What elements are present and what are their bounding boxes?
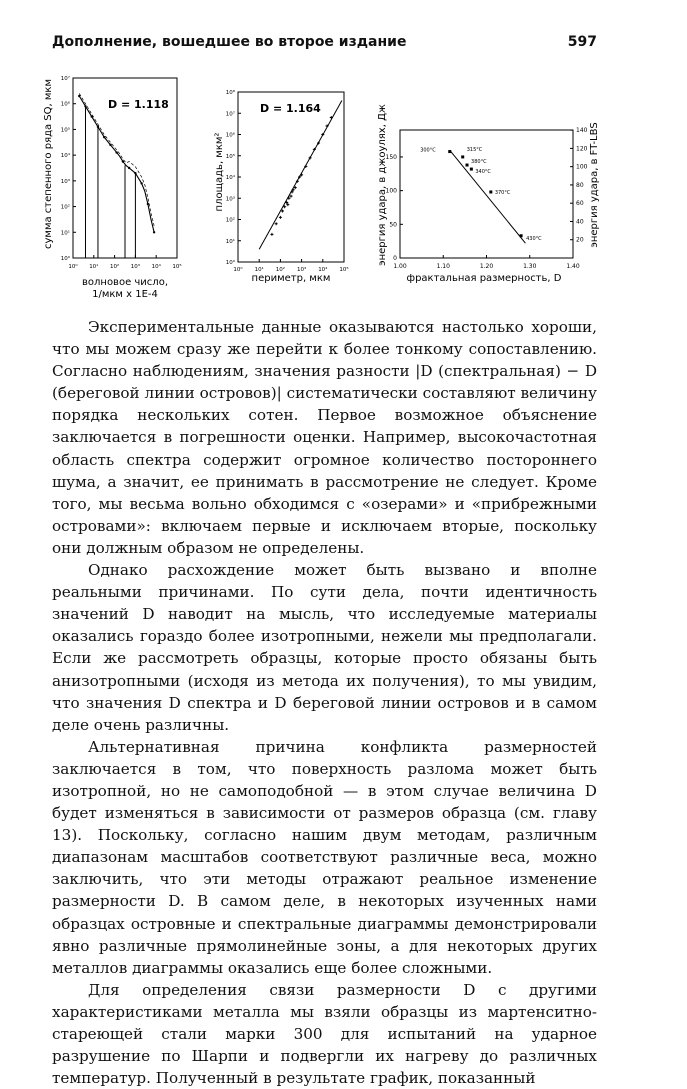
chart-area-perimeter [214,89,349,284]
chart3-point-label: 380°C [471,159,487,166]
chart1-point [109,144,111,146]
chart1-point [134,172,136,174]
chart2-ytick-label: 10⁰ [225,260,235,266]
chart1-xtick-label: 10³ [130,264,141,270]
chart2-ytick-label: 10² [225,217,235,224]
chart3-ylabel: энергия удара, в джоулях, Дж [377,104,388,266]
chart2-ytick-label: 10⁵ [225,153,235,160]
chart1-point [91,115,93,117]
body-text [52,316,597,1089]
chart3-xtick-label: 1.00 [393,263,407,270]
chart1-ytick-label: 10⁰ [60,256,70,262]
chart1-annotation: D = 1.118 [108,98,169,111]
chart2-xtick-label: 10⁰ [233,267,243,273]
chart1-point [128,167,130,169]
chart2-xlabel: периметр, мкм [251,273,331,284]
paragraph-2: Однако расхождение может быть вызвано и вполне реальными причинами. По сути дела, почти идентичность значений D наводит на мысль, что исследуемые материалы оказались гораздо более изотропными, нежели мы предполагали. Если же рассмотреть образцы, которые просто обязаны быть анизотропными (исходя из метода их получения), то мы увидим, что значения D спектра и D береговой линии островов и в самом деле очень различны. [52,561,597,734]
chart2-point [279,216,282,219]
chart2-annotation: D = 1.164 [260,102,321,115]
chart1-point [84,105,86,107]
chart1-point [153,231,155,233]
chart1-xtick-label: 10⁵ [172,264,182,270]
chart2-frame [238,92,344,262]
chart2-xtick-label: 10¹ [254,267,264,273]
chart3-point [461,155,464,158]
chart3-point [470,168,473,171]
running-title: Дополнение, вошедшее во второе издание [52,34,407,50]
paragraph-1: Экспериментальные данные оказываются настолько хороши, что мы можем сразу же перейти к более тонкому сопоставлению. Согласно наблюдениям, значения разности |D (спектральная) − D (береговой линии островов)| систематически составляют величину порядка нескольких сотен. Первое возможное объяснение заключается в погрешности оценки. Например, высокочастотная область спектра содержит огромное количество постороннего шума, а значит, ее принимать в рассмотрение не следует. Кроме того, мы весьма вольно обходимся с «озерами» и «прибрежными островами»: включаем первые и исключаем вторые, поскольку они должным образом не определены. [52,318,597,557]
chart2-ytick-label: 10⁶ [225,132,235,139]
chart2-ylabel: площадь, мкм² [214,132,225,212]
chart2-xtick-label: 10² [275,267,286,273]
page-number: 597 [567,34,597,50]
chart3-ytick-label: 0 [393,255,397,262]
chart-power-spectrum [43,75,182,300]
chart1-point [147,203,149,205]
chart2-ytick-label: 10⁸ [225,90,235,96]
chart1-point [103,136,105,138]
chart1-ytick-label: 10¹ [60,230,70,237]
chart3-ytick-label: 150 [385,153,397,161]
chart3-point [448,150,451,153]
chart2-ytick-label: 10¹ [225,238,235,245]
chart3-xtick-label: 1.40 [566,263,580,270]
chart1-fit-line [79,93,154,225]
chart1-point [115,151,117,153]
chart3-point [520,234,523,237]
chart3-y2tick-label: 40 [576,218,584,226]
chart1-ytick-label: 10² [60,204,70,211]
chart3-xlabel: фрактальная размерность, D [406,273,562,284]
page-header [52,34,597,56]
chart3-point-label: 430°C [526,235,542,242]
chart2-point [290,195,293,198]
chart1-point [78,95,80,97]
chart1-xtick-label: 10¹ [89,264,99,270]
chart3-y2tick-label: 140 [576,127,588,135]
chart3-point-label: 315°C [466,146,483,153]
chart3-y2tick-label: 60 [576,200,584,208]
chart1-ytick-label: 10⁶ [60,101,70,108]
chart2-point [275,222,278,225]
paragraph-4: Для определения связи размерности D с другими характеристиками металла мы взяли образцы из мартенситно-стареющей стали марки 300 для испытаний на ударное разрушение по Шарпи и подвергли их нагреву до различных температур. Полученный в результате график, показанный [52,980,597,1088]
chart3-y2tick-label: 120 [576,145,588,153]
chart2-xtick-label: 10⁵ [339,267,349,273]
chart1-ylabel: сумма степенного ряда SQ, мкм [43,78,54,250]
chart3-point-label: 370°C [494,189,511,196]
chart1-series-line [79,96,154,232]
chart3-point-label: 300°C [420,147,436,154]
chart3-xtick-label: 1.10 [436,263,450,270]
chart1-ytick-label: 10⁵ [60,127,70,134]
chart3-point [466,164,469,167]
chart-impact-energy [377,104,600,284]
chart3-ytick-label: 100 [385,187,397,195]
chart3-point [489,190,492,193]
chart3-xtick-label: 1.30 [523,263,537,270]
chart3-point-label: 340°C [475,169,491,176]
chart2-ytick-label: 10³ [225,196,235,203]
figures [40,72,620,322]
paragraph-3: Альтернативная причина конфликта размерностей заключается в том, что поверхность разлома может быть изотропной, но не самоподобной — в этом случае величина D будет изменяться в зависимости от размеров образца (см. главу 13). Поскольку, согласно нашим двум методам, различным диапазонам масштабов соответствуют различные веса, можно заключить, что эти методы отражают реальное изменение размерности D. В самом деле, в некоторых изученных нами образцах островные и спектральные диаграммы демонстрировали явно различные прямолинейные зоны, а для некоторых других металлов диаграммы оказались еще более сложными. [52,737,597,977]
chart1-xtick-label: 10⁴ [151,264,161,270]
chart1-point [122,160,124,162]
chart3-fit-line [450,150,526,243]
chart1-ytick-label: 10⁴ [60,153,70,160]
chart1-xtick-label: 10⁰ [68,264,78,270]
chart3-y2label: энергия удара, в FT-LBS [589,122,600,248]
chart2-xtick-label: 10³ [296,267,307,273]
chart2-xtick-label: 10⁴ [318,267,328,273]
chart1-point [97,126,99,128]
chart3-xtick-label: 1.20 [479,263,494,270]
chart3-ytick-label: 50 [389,221,397,229]
chart2-ytick-label: 10⁴ [225,175,235,181]
chart1-xlabel: волновое число, 1/мкм x 1E-4 [82,277,168,300]
chart2-point [270,233,273,236]
chart1-ytick-label: 10⁷ [60,76,70,82]
chart1-xtick-label: 10² [109,264,120,270]
chart2-point [300,173,303,176]
chart3-y2tick-label: 100 [576,163,588,171]
chart2-ytick-label: 10⁷ [225,111,235,118]
chart3-y2tick-label: 20 [576,236,584,244]
chart1-ytick-label: 10³ [60,178,70,185]
chart1-point [140,182,142,184]
chart3-y2tick-label: 80 [576,181,584,189]
